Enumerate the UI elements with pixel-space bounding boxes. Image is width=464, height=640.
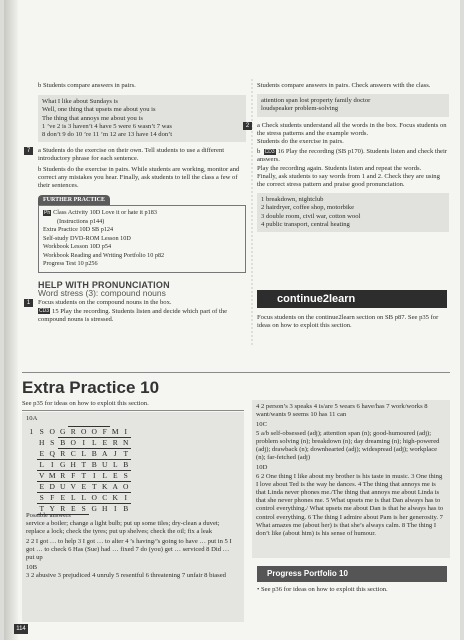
further-practice-tab: FURTHER PRACTICE (38, 195, 110, 205)
right-top-text: Students compare answers in pairs. Check answers with the class. (257, 82, 431, 89)
binding-shadow (4, 0, 18, 640)
grid-cell: H (68, 460, 79, 471)
grid-cell: B (89, 460, 100, 471)
grid-cell: S (39, 427, 44, 436)
grid-cell: E (39, 448, 45, 458)
grid-cell: O (49, 427, 55, 436)
item-2b-letter: b (257, 148, 261, 156)
grid-row (26, 449, 131, 460)
grid-cell: H (39, 438, 45, 447)
fp-line: Extra Practice 10D SB p124 (43, 226, 114, 234)
answer-list-item: 4 public transport, central heating (261, 220, 350, 228)
extra-practice-right-box (252, 400, 450, 558)
grid-cell (26, 460, 37, 471)
grid-cell: S (79, 504, 90, 515)
grid-row (26, 493, 131, 504)
answer-line: Well, one thing that upsets me about you is (42, 106, 156, 114)
item-7 (26, 147, 246, 190)
hwp-subtitle: Word stress (3): compound nouns (38, 288, 166, 299)
cd-icon: CD3 (264, 148, 275, 155)
grid-cell: R (58, 504, 69, 515)
cd-icon: CD3 (39, 308, 50, 315)
fp-line: Self-study DVD-ROM Lesson 10D (43, 234, 131, 242)
word-line: loudspeaker problem-solving (261, 105, 339, 113)
answer-list-item: 1 breakdown, nightclub (261, 196, 324, 204)
right-column (245, 82, 449, 232)
extra-practice-left-box (22, 412, 244, 622)
box-rule (22, 410, 244, 411)
answer-list-item: 3 double room, civil war, cotton wool (261, 212, 361, 220)
grid-cell: B (121, 460, 132, 471)
grid-cell: C (70, 449, 76, 458)
grid-cell: J (113, 449, 117, 458)
grid-cell: E (100, 438, 111, 449)
grid-cell: O (68, 438, 79, 449)
grid-cell: S (50, 438, 55, 447)
word-box (257, 94, 449, 116)
grid-cell: M (48, 471, 56, 480)
continue2learn-title: continue2learn (277, 293, 356, 305)
grid-cell: T (79, 460, 90, 471)
grid-cell: G (60, 426, 66, 436)
grid-cell: F (100, 427, 111, 438)
grid-cell: H (102, 504, 108, 514)
further-practice-box (38, 205, 246, 273)
exercise-3: 3 2 abusive 3 prejudiced 4 unruly 5 resentful 6 threatening 7 unfair 8 biased (26, 572, 226, 580)
grid-cell: V (39, 471, 45, 480)
grid-cell: D (47, 482, 58, 493)
fp-line: Workbook Lesson 10D p54 (43, 243, 112, 251)
grid-cell: S (39, 493, 44, 502)
grid-cell: V (68, 482, 79, 493)
item-2b-cont2: Finally, ask students to say words from 1 and 2. Check they are using the correct stress pattern and praise good pronunciation. (257, 172, 440, 189)
grid-cell: C (100, 493, 111, 504)
grid-cell: N (121, 438, 132, 449)
right-answers (256, 403, 446, 538)
answer-list-box (257, 193, 449, 232)
grid-cell: E (110, 471, 121, 482)
grid-cell: B (123, 504, 129, 514)
grid-cell: G (91, 504, 97, 514)
page-number: 114 (14, 624, 28, 634)
item-2b-cont: Play the recording again. Students listen and repeat the words. (257, 164, 422, 172)
grid-cell: A (102, 449, 108, 458)
grid-cell: K (110, 493, 121, 504)
grid-cell: I (79, 438, 90, 449)
continue2learn-text: Focus students on the continue2learn section on SB p87. See p35 for ideas on how to exploit this section. (257, 314, 439, 330)
word-search-grid (26, 426, 131, 515)
grid-cell: I (121, 493, 132, 504)
further-practice (38, 195, 246, 273)
grid-row (26, 460, 131, 471)
item-number-marker: 1 (24, 299, 33, 307)
grid-cell: L (110, 460, 121, 471)
label-10c: 10C (256, 421, 267, 429)
extra-practice-title: Extra Practice 10 (22, 378, 160, 397)
grid-row (26, 427, 131, 438)
grid-cell: E (37, 482, 48, 493)
grid-cell: L (70, 493, 76, 502)
answer-box (38, 95, 246, 142)
grid-cell: T (89, 482, 100, 493)
grid-cell (26, 438, 37, 449)
grid-cell: F (71, 471, 76, 480)
grid-row (26, 482, 131, 493)
grid-cell: I (47, 460, 58, 471)
word-line: attention span lost property family doctor (261, 97, 371, 105)
grid-cell: L (89, 438, 100, 449)
possible-answers-text: service a boiler; change a light bulb; put up some tiles; dry-clean a duvet; replace a lock; check the tyres; put up shelves; check the oil; fix a leak (26, 520, 220, 536)
possible-answers-label: Possible answers (26, 512, 71, 519)
grid-cell: T (79, 471, 90, 482)
exercise-2: 2 2 I got … to help 3 I got … to alter 4 ’s having/’s going to have … put in 5 I got … to check 6 Has (Sue) had … fixed 7 do (you) get … serviced 8 Did … put up (26, 537, 232, 562)
grid-cell: I (114, 504, 117, 514)
grid-cell: O (89, 493, 100, 504)
grid-cell: Y (47, 504, 58, 515)
hwp-text-1: Focus students on the compound nouns in the box. (38, 299, 172, 307)
hwp-text-2-body: 15 Play the recording. Students listen and decide which part of the compound nouns is stressed. (38, 307, 228, 323)
grid-cell: O (89, 427, 100, 438)
grid-cell: L (100, 471, 111, 482)
exercise-4: 4 2 person’s 3 speaks 4 is/are 5 wears 6 have/has 7 work/works 8 want/wants 9 seems 10 has 11 can (256, 403, 428, 419)
grid-cell: L (81, 449, 87, 458)
grid-cell: R (60, 471, 66, 480)
fp-line-text: Class Activity 10D Love it or hate it p183 (53, 209, 157, 217)
grid-cell: E (60, 493, 66, 502)
item-2 (245, 121, 449, 190)
page (4, 0, 460, 640)
grid-cell: S (121, 471, 132, 482)
item-2b (257, 148, 449, 164)
grid-cell: E (68, 504, 79, 515)
column-divider (251, 78, 253, 346)
left-column (26, 82, 246, 324)
grid-cell: U (58, 482, 69, 493)
grid-cell: U (100, 460, 111, 471)
item-2a: a Check students understand all the words in the box. Focus students on the stress patterns and the example words. (257, 121, 447, 137)
grid-cell: K (102, 482, 108, 491)
item-7b: b Students do the exercise in pairs. While students are working, monitor and correct any mistakes you hear. Finally, ask students to tell the class a few of their sentences. (38, 165, 240, 190)
progress-portfolio-banner: Progress Portfolio 10 (257, 566, 447, 582)
continue2learn-banner (257, 290, 447, 308)
grid-cell (26, 482, 37, 493)
grid-row (26, 438, 131, 449)
grid-cell: O (79, 427, 90, 438)
item-2b-text: 16 Play the recording (SB p170). Students listen and check their answers. (257, 148, 447, 164)
fp-line: Workbook Reading and Writing Portfolio 10 p82 (43, 251, 165, 259)
fp-line (43, 209, 241, 218)
grid-cell (26, 493, 37, 504)
hwp-title: HELP WITH PRONUNCIATION (38, 279, 170, 290)
help-with-pronunciation (26, 279, 246, 324)
fp-line: (Instructions p144) (57, 217, 105, 225)
grid-cell (26, 449, 37, 460)
grid-cell: G (58, 460, 69, 471)
hwp-text-2 (38, 308, 246, 324)
grid-cell: L (81, 493, 87, 502)
section-rule (22, 372, 450, 373)
exercise-5: 5 a/b self-obsessed (adj); attention span (n); good-humoured (adj); problem solving (n); breakdown (n); day dreaming (n); high-powered (adj); drawback (n); downhearted (adj); widespread (adj); workplace (n); far-fetched (adj) (256, 429, 440, 462)
grid-cell: B (58, 438, 69, 449)
grid-cell: O (123, 482, 129, 491)
possible-answers (26, 512, 238, 581)
progress-portfolio-text: • See p36 for ideas on how to exploit this section. (257, 586, 388, 593)
exercise-6: 6 2 One thing I like about my brother is his taste in music. 3 One thing I love about Ted is the way he dances. 4 The thing that annoys me is that Linda never phones me./The thing that annoys me about Linda is that she never phones me. 5 What upsets me is that Dan always has to control everything./ What upsets me about Dan is that he always has to control everything. 6 The thing I admire about Pam is her generosity. 7 What amazes me (about her) is that she’s always calm. 8 The thing I don’t like (about him) is his sense of humour. (256, 472, 444, 538)
left-b1: b Students compare answers in pairs. (38, 82, 136, 89)
answer-line: 8 don’t 9 do 10 ’re 11 ’m 12 are 13 have 14 don’t (42, 131, 173, 139)
grid-cell (26, 471, 37, 482)
grid-cell: R (110, 438, 121, 449)
grid-cell: I (124, 426, 127, 436)
grid-cell: T (123, 449, 129, 458)
grid-cell: L (37, 460, 48, 471)
answer-line: The thing that annoys me about you is (42, 114, 143, 122)
label-10a: 10A (26, 415, 38, 422)
grid-cell: E (79, 482, 90, 493)
grid-cell: B (91, 449, 97, 458)
answer-line: 1 ’ve 2 is 3 haven’t 4 have 5 were 6 wasn’t 7 was (42, 122, 172, 130)
grid-cell: R (68, 427, 79, 438)
hwp-item-1 (26, 299, 246, 324)
item-7a: a Students do the exercise on their own. Tell students to use a different introductory phrase for each sentence. (38, 147, 225, 163)
item-number-marker: 7 (24, 147, 33, 155)
grid-cell: F (50, 493, 55, 502)
grid-row (26, 471, 131, 482)
label-10b: 10B (26, 564, 37, 572)
grid-cell: T (37, 504, 48, 515)
item-2a-cont: Students do the exercise in pairs. (257, 138, 344, 146)
grid-cell: I (89, 471, 100, 482)
extra-practice-intro: See p35 for ideas on how to exploit this section. (22, 400, 149, 407)
progress-portfolio-body: See p36 for ideas on how to exploit this section. (260, 586, 388, 593)
grid-cell: 1 (29, 427, 34, 436)
item-number-marker: 2 (243, 122, 252, 130)
answer-list-item: 2 hairdryer, coffee shop, motorbike (261, 204, 354, 212)
fp-line: Progress Test 10 p256 (43, 260, 98, 268)
grid-cell: A (112, 482, 118, 491)
grid-cell: R (60, 449, 66, 458)
grid-cell: M (111, 426, 119, 436)
answer-line: What I like about Sundays is (42, 98, 118, 106)
photocopiable-icon: Ph (44, 210, 51, 217)
label-10d: 10D (256, 464, 268, 472)
grid-cell: Q (49, 448, 55, 458)
